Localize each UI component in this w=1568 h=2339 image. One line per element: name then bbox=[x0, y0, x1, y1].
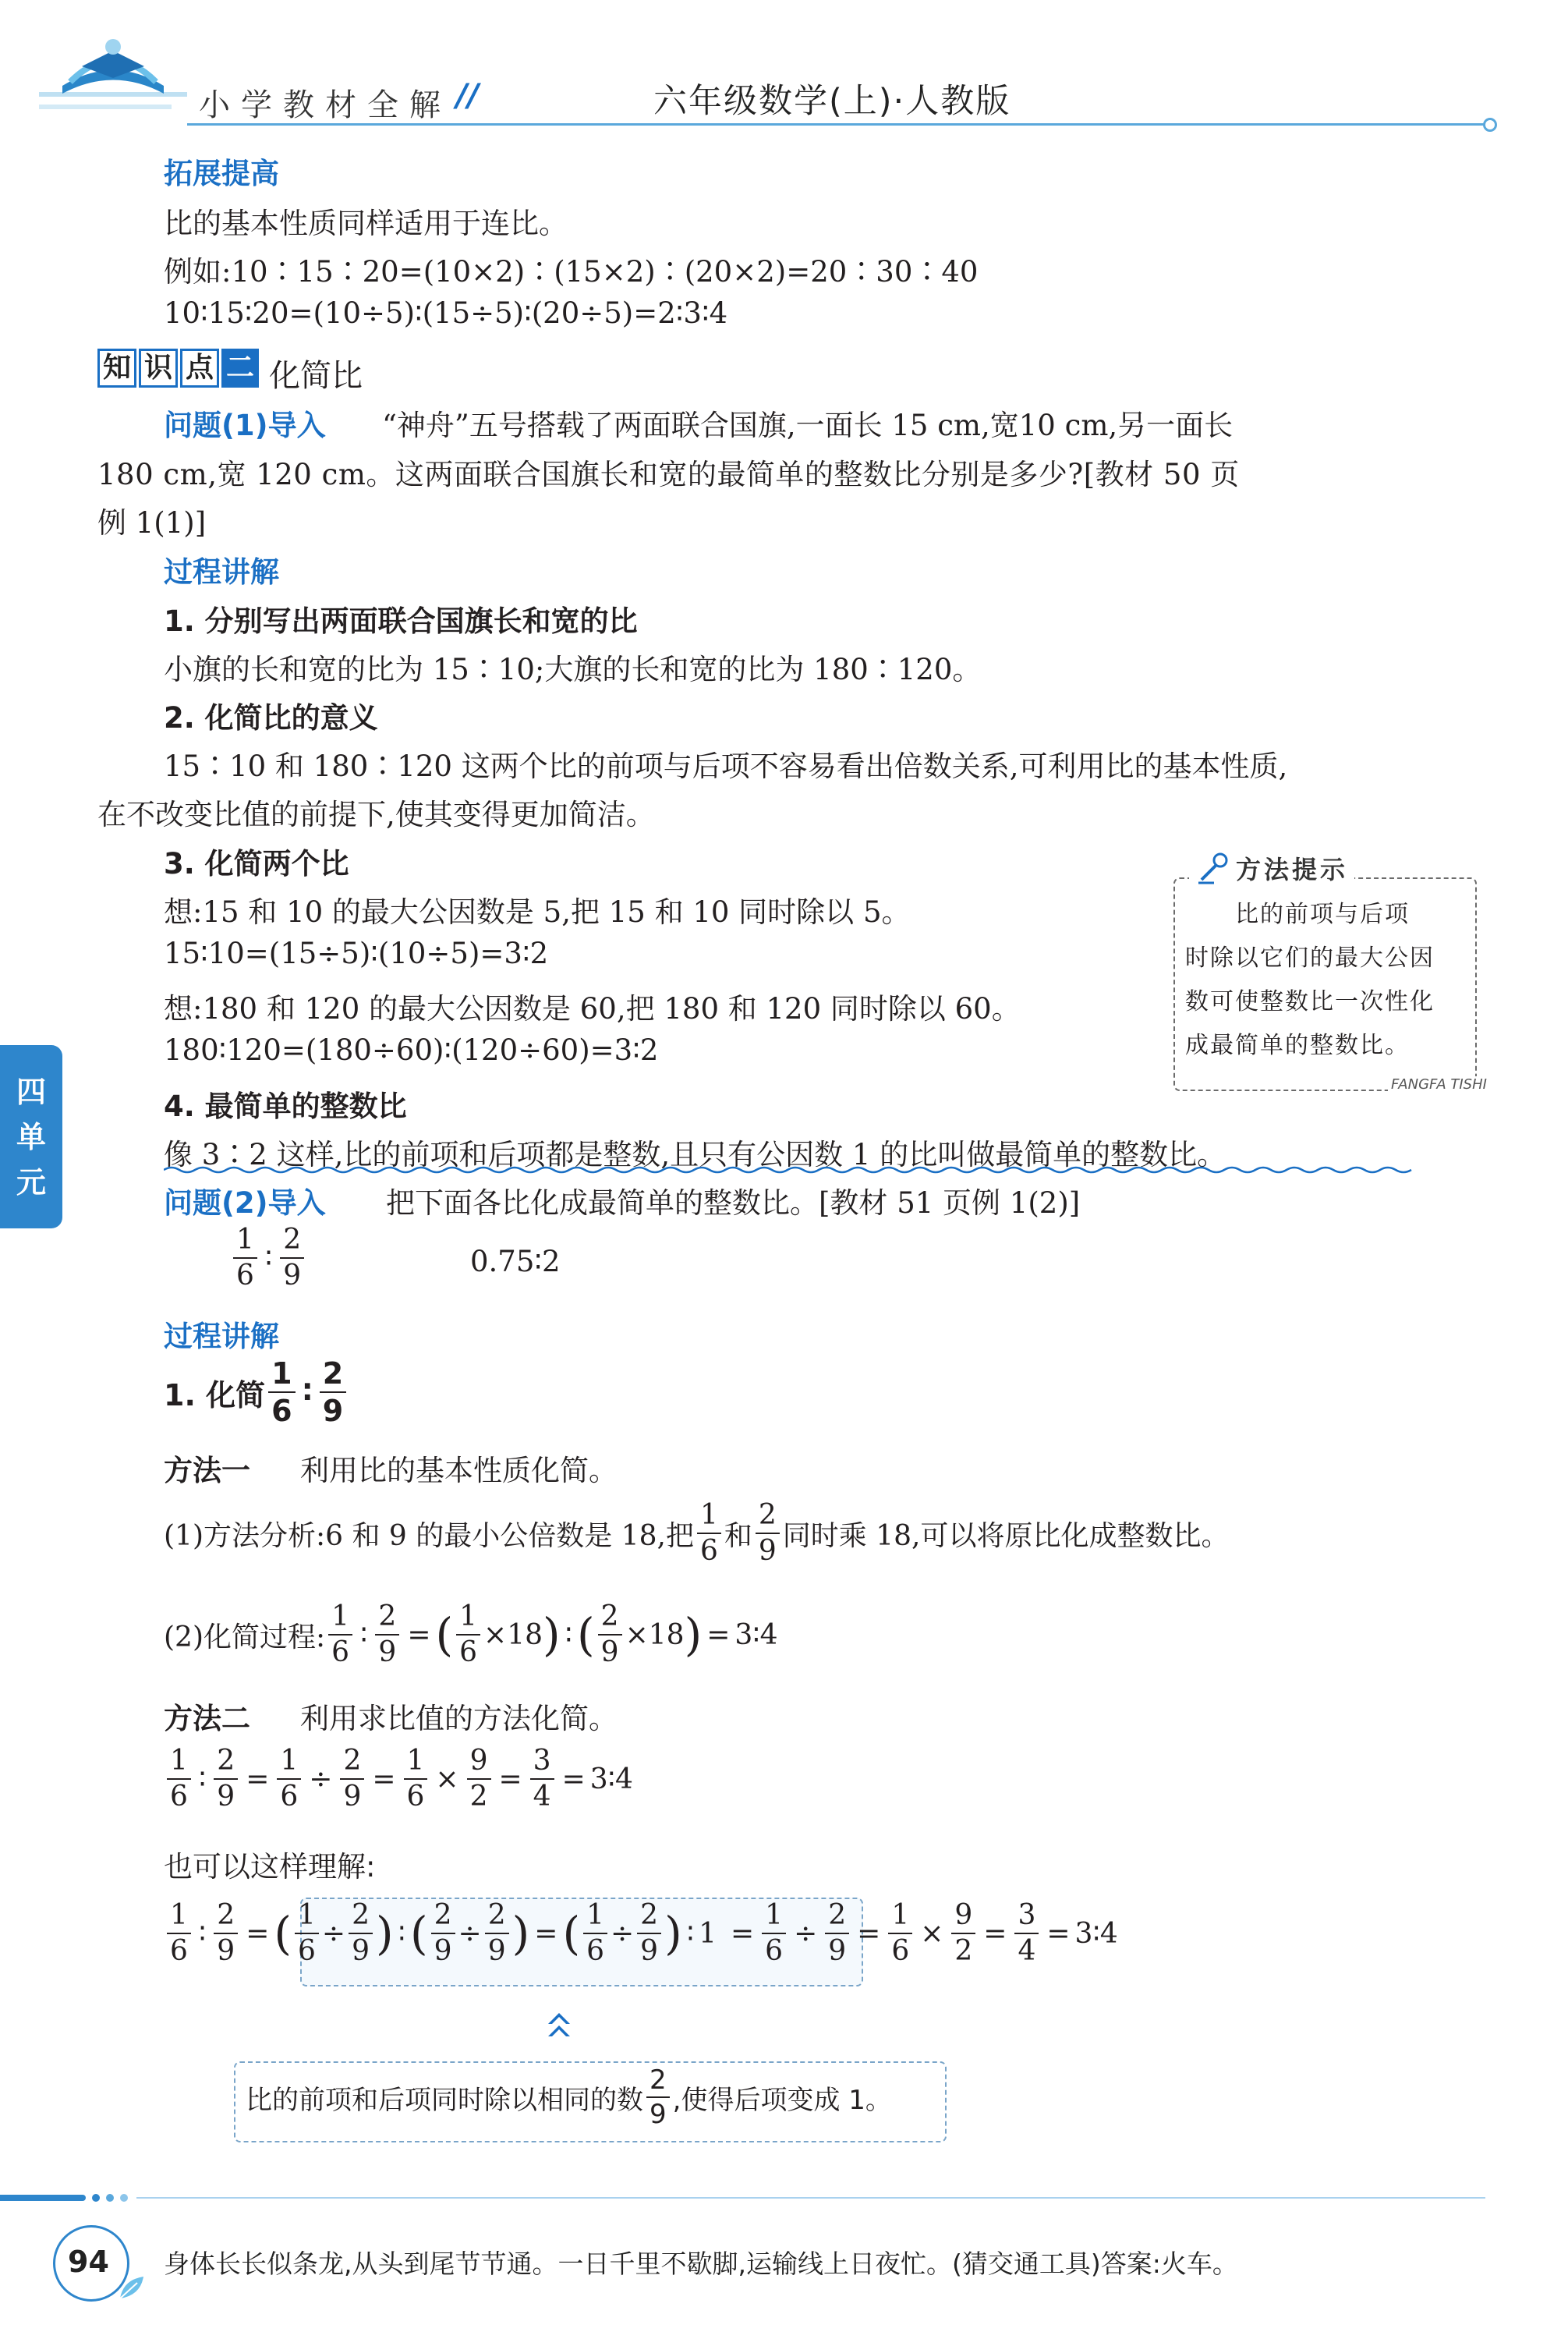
process1-step2-text-a: 15∶10 和 180∶120 这两个比的前项与后项不容易看出倍数关系,可利用比的基本性质, bbox=[164, 750, 1288, 783]
side-tab-char-1: 四 bbox=[16, 1074, 46, 1109]
process1-step2-heading: 2. 化简比的意义 bbox=[164, 701, 378, 735]
method-tip-title-area bbox=[1189, 850, 1354, 886]
process1-step3-heading: 3. 化简两个比 bbox=[164, 847, 349, 881]
lamp-icon bbox=[1195, 850, 1231, 886]
q1-line-3: 例 1(1)] bbox=[97, 506, 207, 540]
method-tip-pinyin: FANGFA TISHI bbox=[1388, 1076, 1490, 1093]
fraction-2-9: $\frac{2}{9}$ bbox=[320, 1359, 346, 1426]
method1-process: (2)化简过程: $\frac{1}{6}$ ∶ $\frac{2}{9}$ = ( $\frac{1}{6}$ × 18 ) ∶ ( $\frac{2}{9}$ × 18 ) = 3∶4 bbox=[164, 1600, 778, 1668]
side-tab-char-3: 元 bbox=[16, 1164, 46, 1200]
process2-heading: 过程讲解 bbox=[164, 1320, 279, 1353]
fraction-1-6: $\frac{1}{6}$ bbox=[268, 1359, 295, 1426]
method1-text: 利用比的基本性质化简。 bbox=[300, 1454, 618, 1487]
footer-riddle: 身体长长似条龙,从头到尾节节通。一日千里不歇脚,运输线上日夜忙。(猜交通工具)答案:火车。 bbox=[164, 2249, 1238, 2279]
process1-step3-text-c: 想:180 和 120 的最大公因数是 60,把 180 和 120 同时除以 60。 bbox=[164, 992, 1021, 1026]
badge-char-3: 点 bbox=[180, 349, 219, 388]
q2-label: 问题(2)导入 bbox=[164, 1186, 326, 1220]
process1-step4-definition: 像 3∶2 这样,比的前项和后项都是整数,且只有公因数 1 的比叫做最简单的整数比。 bbox=[164, 1138, 1226, 1171]
knowledge-point-badge bbox=[97, 349, 259, 388]
process1-step2-text-b: 在不改变比值的前提下,使其变得更加简洁。 bbox=[97, 798, 655, 831]
extend-line-2: 例如:10∶15∶20=(10×2)∶(15×2)∶(20×2)=20∶30∶40 bbox=[164, 255, 979, 289]
extend-line-1: 比的基本性质同样适用于连比。 bbox=[164, 207, 568, 240]
process1-heading: 过程讲解 bbox=[164, 555, 279, 589]
side-tab-char-2: 单 bbox=[16, 1119, 46, 1154]
understand-process: $\frac{1}{6}$ ∶ $\frac{2}{9}$ = ( $\frac{1}{6}$ ÷ $\frac{2}{9}$ ) ∶ ( $\frac{2}{9}$ ÷ $\frac{2}{9}$ ) = ( $\frac{1}{6}$ ÷ $\frac{2}{9}$ ) ∶ 1 = $\frac{1}{6}$ ÷ $\frac{2}{9}$ = $\frac{1}{6}$ × $\frac{9}{2}$ = $\frac{3}{4}$ = 3∶4 bbox=[164, 1901, 1118, 1965]
method2-text: 利用求比值的方法化简。 bbox=[300, 1702, 618, 1735]
header-rule bbox=[187, 123, 1485, 126]
process1-step3-text-d: 180∶120=(180÷60)∶(120÷60)=3∶2 bbox=[164, 1033, 659, 1067]
book-logo-icon bbox=[39, 23, 187, 125]
fraction-2-9: $\frac{2}{9}$ bbox=[280, 1226, 304, 1290]
process1-step3-text-a: 想:15 和 10 的最大公因数是 5,把 15 和 10 同时除以 5。 bbox=[164, 895, 911, 929]
q2-text: 把下面各比化成最简单的整数比。[教材 51 页例 1(2)] bbox=[386, 1186, 1081, 1220]
q1-line-2: 180 cm,宽 120 cm。这两面联合国旗长和宽的最简单的整数比分别是多少?[教材 50 页 bbox=[97, 458, 1240, 491]
q1-line-1: “神舟”五号搭载了两面联合国旗,一面长 15 cm,宽10 cm,另一面长 bbox=[382, 409, 1234, 442]
leaf-icon bbox=[117, 2273, 148, 2302]
series-title: 小学教材全解 bbox=[199, 87, 451, 123]
definition-wavy-underline bbox=[164, 1165, 1446, 1175]
tip-line-3: 数可使整数比一次性化 bbox=[1185, 988, 1435, 1015]
knowledge-title: 化简比 bbox=[269, 358, 363, 394]
method2-process: $\frac{1}{6}$ ∶ $\frac{2}{9}$ = $\frac{1}{6}$ ÷ $\frac{2}{9}$ = $\frac{1}{6}$ × $\frac{9}{2}$ = $\frac{3}{4}$ = 3∶4 bbox=[164, 1747, 633, 1811]
badge-char-1: 知 bbox=[97, 349, 136, 388]
footer-rule bbox=[136, 2197, 1485, 2199]
method-tip-text bbox=[1185, 893, 1466, 1068]
tip-line-2: 时除以它们的最大公因 bbox=[1185, 944, 1435, 972]
fraction-1-6: $\frac{1}{6}$ bbox=[697, 1501, 721, 1565]
header-rule-end-dot bbox=[1483, 118, 1497, 132]
fraction-1-6: $\frac{1}{6}$ bbox=[233, 1226, 257, 1290]
title-slashes: // bbox=[456, 78, 480, 114]
process2-step1-heading: 1. 化简 $\frac{1}{6}$ ∶ $\frac{2}{9}$ bbox=[164, 1359, 349, 1426]
badge-char-4: 二 bbox=[221, 349, 259, 388]
method-tip-title: 方法提示 bbox=[1236, 855, 1349, 884]
method2-label: 方法二 bbox=[164, 1702, 250, 1735]
badge-char-2: 识 bbox=[139, 349, 178, 388]
fraction-2-9: $\frac{2}{9}$ bbox=[646, 2067, 670, 2128]
extend-heading: 拓展提高 bbox=[164, 157, 279, 190]
method1-analysis: (1)方法分析:6 和 9 的最小公倍数是 18,把 $\frac{1}{6}$ 和 $\frac{2}{9}$ 同时乘 18,可以将原比化成整数比。 bbox=[164, 1499, 1230, 1567]
extend-line-3: 10∶15∶20=(10÷5)∶(15÷5)∶(20÷5)=2∶3∶4 bbox=[164, 296, 728, 330]
process1-step1-heading: 1. 分别写出两面联合国旗长和宽的比 bbox=[164, 604, 638, 638]
fraction-2-9: $\frac{2}{9}$ bbox=[756, 1501, 780, 1565]
double-up-arrow-icon bbox=[546, 2008, 572, 2040]
process1-step4-heading: 4. 最简单的整数比 bbox=[164, 1090, 407, 1123]
process1-step1-text: 小旗的长和宽的比为 15∶10;大旗的长和宽的比为 180∶120。 bbox=[164, 653, 982, 686]
footer-dots bbox=[92, 2194, 128, 2202]
tip-line-1: 比的前项与后项 bbox=[1235, 901, 1410, 928]
method1-label: 方法一 bbox=[164, 1454, 250, 1487]
book-title: 六年级数学(上)·人教版 bbox=[653, 82, 1011, 121]
header-logo bbox=[39, 23, 187, 125]
q2-ratio-a: $\frac{1}{6}$ ∶ $\frac{2}{9}$ bbox=[230, 1226, 307, 1290]
process1-step3-text-b: 15∶10=(15÷5)∶(10÷5)=3∶2 bbox=[164, 937, 549, 970]
page-number: 94 bbox=[68, 2245, 109, 2279]
footer-bar bbox=[0, 2195, 86, 2201]
q1-label: 问题(1)导入 bbox=[164, 409, 326, 442]
q2-ratio-b: 0.75∶2 bbox=[470, 1245, 561, 1278]
also-understand: 也可以这样理解: bbox=[164, 1850, 376, 1884]
note-text: 比的前项和后项同时除以相同的数 $\frac{2}{9}$ ,使得后项变成 1。 bbox=[246, 2064, 892, 2130]
tip-line-4: 成最简单的整数比。 bbox=[1185, 1032, 1410, 1059]
unit-side-tab bbox=[0, 1045, 62, 1228]
